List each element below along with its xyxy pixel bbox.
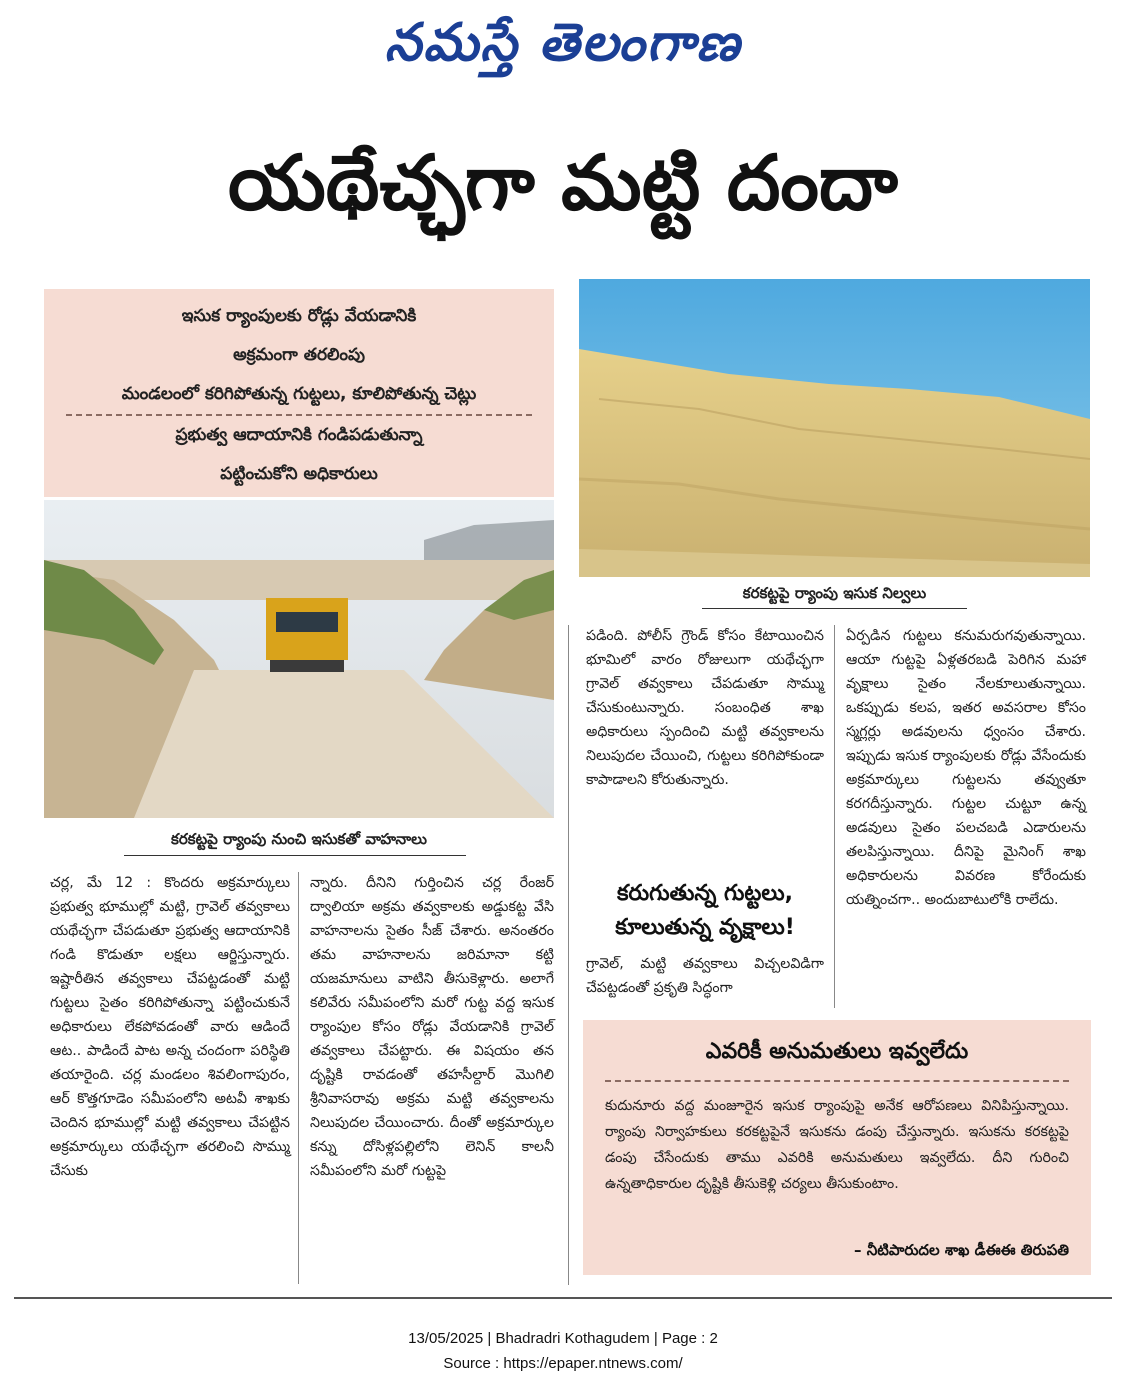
deck-line: ప్రభుత్వ ఆదాయానికి గండిపడుతున్నా	[175, 425, 423, 445]
article-column-3-end	[586, 952, 824, 1000]
deck-box	[44, 289, 554, 497]
article-column-2	[310, 871, 554, 1183]
deck-line: మండలంలో కరిగిపోతున్న గుట్టలు, కూలిపోతున్న చెట్లు	[121, 384, 477, 404]
deck-line: అక్రమంగా తరలింపు	[233, 345, 365, 365]
deck-line: ఇసుక ర్యాంపులకు రోడ్లు వేయడానికి	[181, 306, 417, 326]
box-divider	[605, 1080, 1069, 1082]
footer-source-line: Source : https://epaper.ntnews.com/	[443, 1355, 683, 1372]
caption-rule	[702, 608, 967, 609]
article-text: న్నారు. దీనిని గుర్తించిన చర్ల రేంజర్ ద్వాలియా అక్రమ తవ్వకాలకు అడ్డుకట్ట వేసి వాహనాలను సైతం సీజ్ చేశారు. అనంతరం తమ వాహనాలను జరిమానా కట్టి యజమానులు వాటిని తీసుకెళ్లారు. అలాగే కలివేరు సమీపంలోని మరో గుట్ట వద్ద ఇసుక ర్యాంపుల కోసం రోడ్లు వేయడానికి గ్రావెల్ తవ్వకాలు చేపట్టారు. ఈ విషయం తన దృష్టికి రావడంతో తహసీల్దార్ మొగిలి శ్రీనివాసరావు అక్రమ మట్టి తవ్వకాలను నిలుపుదల చేయించారు. దీంతో అక్రమార్కుల కన్ను దోసిళ్లపల్లిలోని లెనిన్ కాలనీ సమీపంలోని మరో గుట్టపై	[310, 875, 554, 1179]
subhead-line: కరుగుతున్న గుట్టలు,	[617, 881, 793, 906]
headline: యథేచ్ఛగా మట్టి దందా	[228, 138, 898, 227]
article-text: చర్ల, మే 12 : కొందరు అక్రమార్కులు ప్రభుత్వ భూముల్లో మట్టి, గ్రావెల్ తవ్వకాలు యథేచ్ఛగా చేపడుతూ ప్రభుత్వ ఆదాయానికి గండి కొడుతూ లక్షలు ఆర్జిస్తున్నారు. ఇష్టారీతిన తవ్వకాలు చేపట్టడంతో మట్టి గుట్టలు సైతం కరిగిపోతున్నా పట్టించుకునే అధికారులు లేకపోవడంతో వారు ఆడిందే ఆట.. పాడిందే పాట అన్న చందంగా పరిస్థితి తయారైంది. చర్ల మండలం శివలింగాపురం, ఆర్ కొత్తగూడెం సమీపంలోని అటవీ శాఖకు చెందిన భూముల్లో మట్టి తవ్వకాలు చేపట్టిన అక్రమార్కులు యథేచ్ఛగా తరలించి సొమ్ము చేసుకు	[50, 875, 290, 1179]
box-signature: – నీటిపారుదల శాఖ డీఈఈ తిరుపతి	[854, 1241, 1069, 1259]
subhead-line: కూలుతున్న వృక్షాలు!	[615, 915, 795, 940]
photo-caption: కరకట్టపై ర్యాంపు ఇసుక నిల్వలు	[742, 584, 927, 602]
column-rule	[568, 625, 569, 1285]
page-bottom-rule	[14, 1297, 1112, 1299]
article-text: ఏర్పడిన గుట్టలు కనుమరుగవుతున్నాయి. ఆయా గుట్టపై ఏళ్లతరబడి పెరిగిన మహా వృక్షాలు సైతం నేలకూలుతున్నాయి. ఒకప్పుడు కలప, ఇతర అవసరాల కోసం స్మగ్లర్లు అడవులను ధ్వంసం చేశారు. ఇప్పుడు ఇసుక ర్యాంపులకు రోడ్లు వేసేందుకు అక్రమార్కులు గుట్టలను తవ్వుతూ కరగదీస్తున్నారు. గుట్టల చుట్టూ ఉన్న అడవులు సైతం పలచబడి ఎడారులను తలపిస్తున్నాయి. దీనిపై మైనింగ్ శాఖ అధికారులను వివరణ కోరేందుకు యత్నించగా.. అందుబాటులోకి రాలేదు.	[846, 628, 1086, 908]
caption-rule	[124, 855, 466, 856]
article-column-4	[846, 624, 1086, 912]
photo-caption: కరకట్టపై ర్యాంపు నుంచి ఇసుకతో వాహనాలు	[171, 830, 427, 848]
article-column-3	[586, 624, 824, 792]
box-title: ఎవరికీ అనుమతులు ఇవ్వలేదు	[705, 1039, 969, 1064]
article-text: గ్రావెల్, మట్టి తవ్వకాలు విచ్చలవిడిగా చేపట్టడంతో ప్రకృతి సిద్ధంగా	[586, 956, 824, 996]
article-text: పడింది. పోలీస్ గ్రౌండ్ కోసం కేటాయించిన భూమిలో వారం రోజులుగా యథేచ్ఛగా గ్రావెల్ తవ్వకాలు చేపడుతూ సొమ్ము చేసుకుంటున్నారు. సంబంధిత శాఖ అధికారులు స్పందించి మట్టి తవ్వకాలను నిలుపుదల చేయించి, గుట్టలు కరిగిపోకుండా కాపాడాలని కోరుతున్నారు.	[586, 628, 824, 788]
column-rule	[298, 872, 299, 1284]
footer-date-line: 13/05/2025 | Bhadradri Kothagudem | Page : 2	[408, 1330, 718, 1347]
deck-line: పట్టించుకోని అధికారులు	[220, 464, 378, 484]
masthead: నమస్తే తెలంగాణ	[384, 12, 742, 73]
box-body: కుదునూరు వద్ద మంజూరైన ఇసుక ర్యాంపుపై అనేక ఆరోపణలు వినిపిస్తున్నాయి. ర్యాంపు నిర్వాహకులు కరకట్టపైనే ఇసుకను డంపు చేస్తున్నారు. ఇసుకను కరకట్టపై డంపు చేసేందుకు తాము ఎవరికి అనుమతులు ఇవ్వలేదు. దీని గురించి ఉన్నతాధికారుల దృష్టికి తీసుకెళ్లి చర్యలు తీసుకుంటాం.	[605, 1098, 1069, 1192]
column-rule	[834, 625, 835, 1008]
sidebar-box	[583, 1020, 1091, 1275]
sand-dune-photo	[579, 279, 1090, 577]
truck-photo	[44, 500, 554, 818]
article-column-1	[50, 871, 290, 1183]
